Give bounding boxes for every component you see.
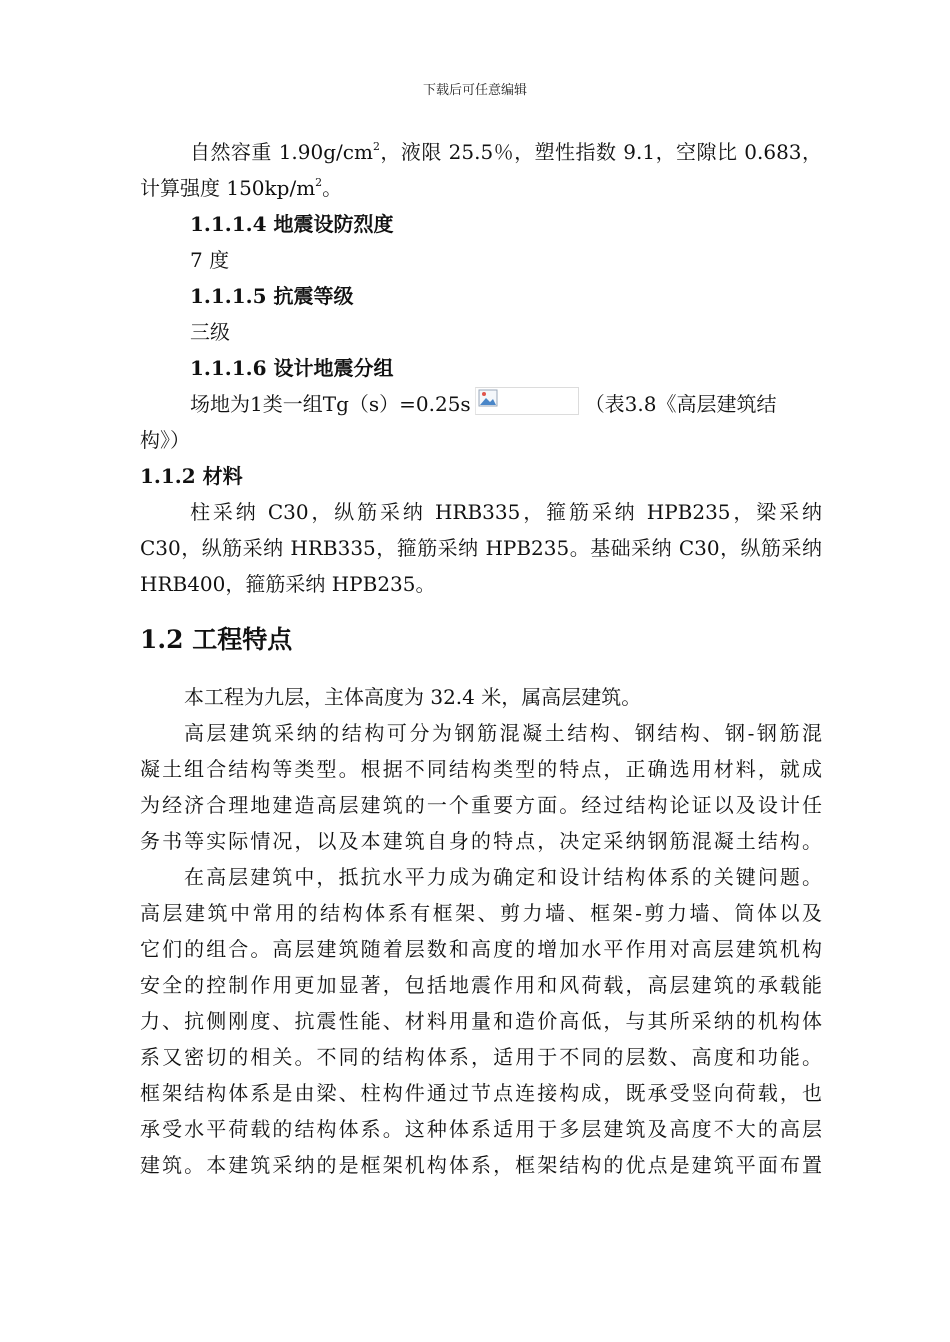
seismic-intensity-value: 7 度: [190, 248, 230, 272]
document-body: [140, 134, 822, 1183]
broken-image-icon: [478, 389, 498, 407]
broken-image-placeholder: [475, 387, 579, 415]
features-p3-line: 在高层建筑中，抵抗水平力成为确定和设计结构体系的关键问题。: [184, 865, 822, 889]
soil-line-1: 自然容重 $1.90g/cm^2$，液限 25.5％，塑性指数 9.1，空隙比 0.683，: [190, 140, 822, 164]
features-p3-line: 力、抗侧刚度、抗震性能、材料用量和造价高低，与其所采纳的机构体: [140, 1009, 822, 1033]
features-p3-line: 系又密切的相关。不同的结构体系，适用于不同的层数、高度和功能。: [140, 1045, 822, 1069]
features-p3-line: 框架结构体系是由梁、柱构件通过节点连接构成，既承受竖向荷载，也: [140, 1081, 822, 1105]
features-paragraph-1: 本工程为九层，主体高度为 32.4 米，属高层建筑。: [184, 685, 642, 709]
seismic-group-line-2: 构》）: [140, 428, 190, 452]
page-header: 下载后可任意编辑: [422, 83, 527, 98]
features-p3-line: 高层建筑中常用的结构体系有框架、剪力墙、框架-剪力墙、筒体以及: [140, 901, 822, 925]
section-heading-1115: 1.1.1.5 抗震等级: [190, 284, 354, 308]
features-p2-line: 凝土组合结构等类型。根据不同结构类型的特点，正确选用材料，就成: [140, 757, 822, 781]
soil-line-2: 计算强度 $150kp/m^2$。: [140, 176, 343, 200]
section-heading-12: 1.2 工程特点: [140, 625, 293, 654]
features-p2-line: 务书等实际情况，以及本建筑自身的特点，决定采纳钢筋混凝土结构。: [140, 829, 822, 853]
materials-line-1: 柱采纳 C30，纵筋采纳 HRB335，箍筋采纳 HPB235，梁采纳: [190, 500, 822, 524]
features-p3-line: 安全的控制作用更加显著，包括地震作用和风荷载，高层建筑的承载能: [140, 973, 822, 997]
features-p2-line: 为经济合理地建造高层建筑的一个重要方面。经过结构论证以及设计任: [140, 793, 822, 817]
seismic-grade-value: 三级: [190, 320, 230, 344]
section-heading-1116: 1.1.1.6 设计地震分组: [190, 356, 394, 380]
features-p3-line: 建筑。本建筑采纳的是框架机构体系，框架结构的优点是建筑平面布置: [140, 1153, 822, 1177]
seismic-group-line-1: 场地为1类一组Tg（s）=0.25s （表3.8《高层建筑结: [140, 386, 822, 422]
materials-line-2: C30，纵筋采纳 HRB335，箍筋采纳 HPB235。基础采纳 C30，纵筋采纳: [140, 536, 822, 560]
features-p3-line: 它们的组合。高层建筑随着层数和高度的增加水平作用对高层建筑机构: [140, 937, 822, 961]
features-p3-line: 承受水平荷载的结构体系。这种体系适用于多层建筑及高度不大的高层: [140, 1117, 822, 1141]
section-heading-112: 1.1.2 材料: [140, 464, 243, 488]
section-heading-1114: 1.1.1.4 地震设防烈度: [190, 212, 394, 236]
materials-line-3: HRB400，箍筋采纳 HPB235。: [140, 572, 436, 596]
features-p2-line: 高层建筑采纳的结构可分为钢筋混凝土结构、钢结构、钢-钢筋混: [184, 721, 822, 745]
